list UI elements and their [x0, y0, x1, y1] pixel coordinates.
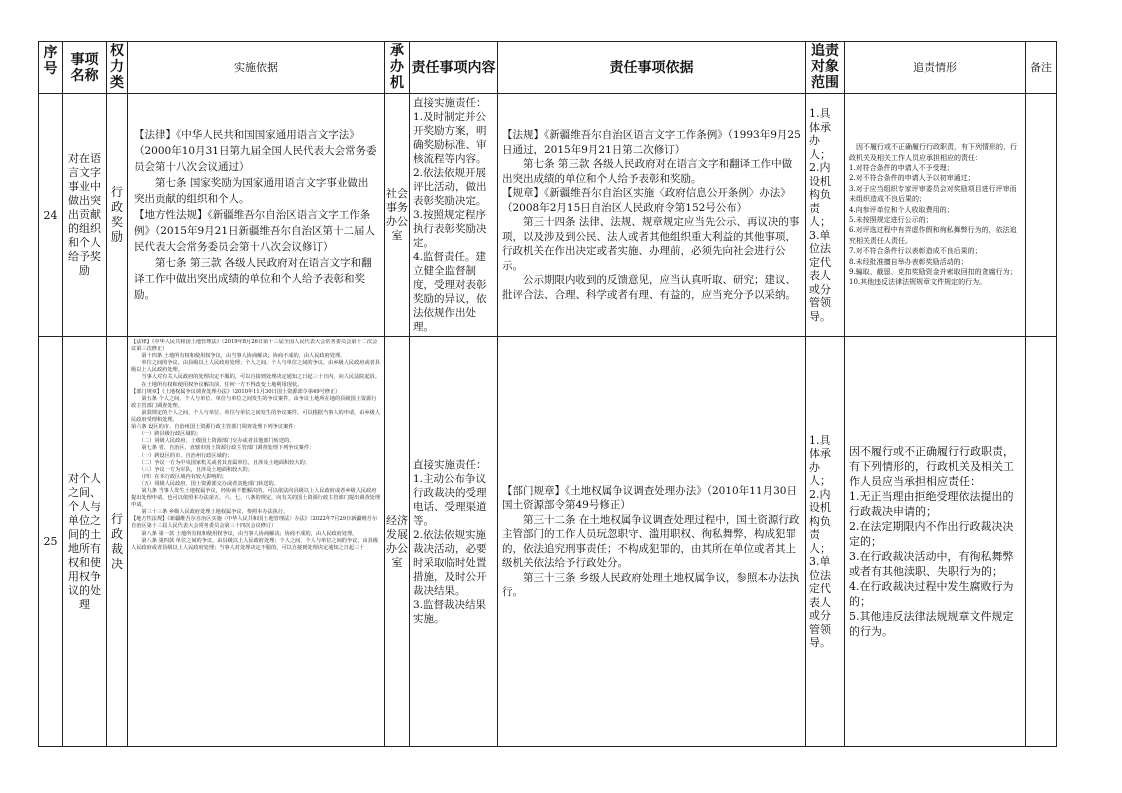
row-duty-content: 直接实施责任： 1.主动公布争议行政裁决的受理电话、受理渠道等。 2.依法依规实施裁决活动，必要时采取临时处置措施，及时公开裁决结果。 3.监督裁决结果实施。 [410, 337, 498, 747]
header-duty-basis: 责任事项依据 [498, 42, 806, 94]
header-scope: 追责对象范围 [806, 42, 845, 94]
header-name: 事项名称 [63, 42, 107, 94]
header-note: 备注 [1026, 42, 1057, 94]
row-accountability-scope: 1.具体承办人； 2.内设机构负责人； 3.单位法定代表人或分管领导。 [806, 94, 845, 337]
row-note [1026, 94, 1057, 337]
header-content: 责任事项内容 [410, 42, 498, 94]
row-note [1026, 337, 1057, 747]
table-row [39, 337, 1057, 747]
header-row [39, 42, 1057, 94]
header-situation: 追责情形 [845, 42, 1026, 94]
row-duty-content: 直接实施责任： 1.及时制定并公开奖励方案，明确奖励标准、审核流程等内容。 2.依法依规开展评比活动，做出表彰奖励决定。 3.按照规定程序执行表彰奖励决定。 4.监督责任。建立健全监督制度，受理对表彰奖励的异议，依法依规作出处理。 [410, 94, 498, 337]
row-office: 社会事务办公室 [385, 94, 410, 337]
row-basis [128, 337, 385, 747]
row-office: 经济发展办公室 [385, 337, 410, 747]
row-item-name: 对个人之间、个人与单位之间的土地所有权和使用权争议的处理 [63, 337, 107, 747]
row-power-type: 行政裁决 [107, 337, 128, 747]
row-accountability-situation: 因不履行或不正确履行行政职责，有下列情形的，行政机关及相关工作人员应承担相应的责任： 1.对符合条件的申请人不予受理； 2.对不符合条件的申请人予以初审通过； 3.对于应当组织专家评审委员会对奖励项目进行评审而未组织造成不良后果的； 4.向参评单位和个人收取费用的； 5.未按照规定进行公示的； 6.对评选过程中有弄虚作假和徇私舞弊行为的，依法追究相关责任人责任。 7.对不符合条件行以表彰造成不良后果的； 8.未经批准擅自举办表彰奖励活动的； 9.骗取、截留、克扣奖励资金并索取回扣的贪腐行为； 10.其他违反法律法规规章文件规定的行为。 [845, 94, 1026, 337]
header-office: 承办机 [385, 42, 410, 94]
row-power-type: 行政奖励 [107, 94, 128, 337]
responsibility-table [38, 41, 1057, 747]
row-item-name: 对在语言文字事业中做出突出贡献的组织和个人给予奖励 [63, 94, 107, 337]
header-basis: 实施依据 [128, 42, 385, 94]
row-duty-basis: 【法规】《新疆维吾尔自治区语言文字工作条例》（1993年9月25日通过，2015年9月21日第二次修订） 第七条 第三款 各级人民政府对在语言文字和翻译工作中做出突出成绩的单位和个人给予表彰和奖励。 【规章】《新疆维吾尔自治区实施〈政府信息公开条例〉办法》（2008年2月15日自治区人民政府令第152号公布） 第三十四条 法律、法规、规章规定应当先公示、再议决的事项，以及涉及到公民、法人或者其他组织重大利益的其他事项，行政机关在作出决定或者实施、办理前，必须先向社会进行公示。 公示期限内收到的反馈意见，应当认真听取、研究；建议、批评合法、合理、科学或者有理、有益的，应当充分予以采纳。 [498, 94, 806, 337]
row-accountability-situation: 因不履行或不正确履行行政职责，有下列情形的，行政机关及相关工作人员应当承担相应责任： 1.无正当理由拒绝受理依法提出的行政裁决申请的； 2.在法定期限内不作出行政裁决决定的； 3.在行政裁决活动中，有徇私舞弊或者有其他渎职、失职行为的； 4.在行政裁决过程中发生腐败行为的； 5.其他违反法律法规规章文件规定的行为。 [845, 337, 1026, 747]
row-basis: 【法律】《中华人民共和国国家通用语言文字法》（2000年10月31日第九届全国人民代表大会常务委员会第十八次会议通过） 第七条 国家奖励为国家通用语言文字事业做出突出贡献的组织和个人。 【地方性法规】《新疆维吾尔自治区语言文字工作条例》（2015年9月21日新疆维吾尔自治区第十二届人民代表大会常务委员会第十八次会议修订） 第七条 第三款 各级人民政府对在语言文字和翻译工作中做出突出成绩的单位和个人给予表彰和奖励。 [128, 94, 385, 337]
row-basis-text: 【法律】《中华人民共和国土地管理法》（2019年8月26日第十三届全国人民代表大会常务委员会第十二次会议第三次修正） 第十四条 土地所有权和使用权争议，由当事人协商解决；协商不成的，由人民政府处理。 单位之间的争议，由县级以上人民政府处理；个人之间、个人与单位之间的争议，由乡级人民政府或者县级以上人民政府处理。 当事人对有关人民政府的处理决定不服的，可以自接到处理决定通知之日起三十日内，向人民法院起诉。 在土地所有权和使用权争议解决前，任何一方不得改变土地利用现状。 【部门规章】《土地权属争议调查处理办法》（2010年11月30日国土资源部令第49号修正） 第五条 个人之间、个人与单位、单位与单位之间发生的争议案件，由争议土地所在地的县级国土资源行政主管部门调查处理。 前款规定的个人之间、个人与单位、单位与单位之间发生的争议案件，可以根据当事人的申请，由乡级人民政府受理和处理。 第六条 设区的市、自治州国土资源行政主管部门调查处理下列争议案件： （一）跨县级行政区域的； （二）同级人民政府、上级国土资源部门交办或者其他部门转送的。 第七条 省、自治区、直辖市国土资源行政主管部门调查处理下列争议案件： （一）跨设区的市、自治州行政区域的； （二）争议一方为中央国家机关或者其直属单位，且涉及土地面积较大的； （三）争议一方为军队，且涉及土地面积较大的； （四）在本行政区域内有较大影响的； （五）同级人民政府、国土资源部交办或者其他部门转送的。 第九条 当事人发生土地权属争议，经协商不能解决的，可以依法向县级以上人民政府或者乡级人民政府提出处理申请，也可以依照本办法第五、六、七、八条的规定，向有关的国土资源行政主管部门提出调查处理申请。 第三十三条 乡级人民政府处理土地权属争议，参照本办法执行。 【地方性法规】《新疆维吾尔自治区实施〈中华人民共和国土地管理法〉办法》（2022年7月29日新疆维吾尔自治区第十三届人民代表大会常务委员会第三十四次会议修订） 第八条 第一款 土地所有权和使用权争议，由当事人协商解决；协商不成的，由人民政府处理。 第八条 第四款 单位之间的争议，由县级以上人民政府处理；个人之间、个人与单位之间的争议，由县级人民政府或者县级以上人民政府处理；当事人对处理决定不服的，可以自接到处理决定通知之日起三十 [131, 339, 381, 551]
table-row [39, 94, 1057, 337]
row-seq: 24 [39, 94, 63, 337]
row-seq: 25 [39, 337, 63, 747]
row-accountability-scope: 1.具体承办人； 2.内设机构负责人； 3.单位法定代表人或分管领导。 [806, 337, 845, 747]
header-seq: 序号 [39, 42, 63, 94]
header-type: 权力类 [107, 42, 128, 94]
row-duty-basis: 【部门规章】《土地权属争议调查处理办法》（2010年11月30日国土资源部令第49号修正） 第三十二条 在土地权属争议调查处理过程中，国土资源行政主管部门的工作人员玩忽职守、滥用职权、徇私舞弊，构成犯罪的，依法追究刑事责任；不构成犯罪的，由其所在单位或者其上级机关依法给予行政处分。 第三十三条 乡级人民政府处理土地权属争议，参照本办法执行。 [498, 337, 806, 747]
